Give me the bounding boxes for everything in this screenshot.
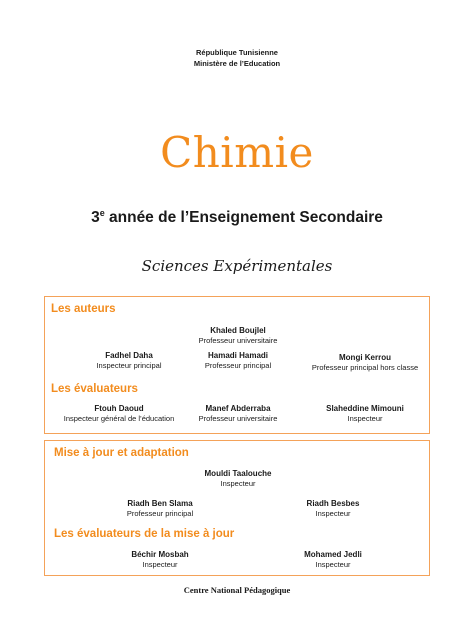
updater-name: Riadh Besbes [306,499,360,508]
evaluator-name: Ftouh Daoud [94,404,144,413]
author-role: Professeur principal hors classe [311,363,419,372]
evaluator-name: Manef Abderraba [205,404,271,413]
book-subtitle [0,208,474,227]
author-name: Mongi Kerrou [339,353,391,362]
evaluator-role: Inspecteur [347,414,383,423]
updater-entry [163,468,313,489]
authors-heading: Les auteurs [51,303,116,315]
update-evaluator-entry [258,549,408,570]
author-entry [163,350,313,371]
authors-box [44,296,430,434]
subtitle-rest: année de l’Enseignement Secondaire [104,209,383,227]
update-evaluator-name: Béchir Mosbah [131,550,189,559]
update-evaluator-entry [85,549,235,570]
grade-number: 3 [91,209,100,227]
author-name: Khaled Boujlel [210,326,266,335]
book-title: Chimie [160,128,314,177]
updater-entry [85,498,235,519]
author-entry [163,325,313,346]
publisher-footer: Centre National Pédagogique [183,585,291,595]
updater-role: Inspecteur [220,479,256,488]
ministry-label: Ministère de l’Education [193,59,281,68]
updater-role: Professeur principal [126,509,194,518]
updater-name: Mouldi Taalouche [204,469,272,478]
author-name: Fadhel Daha [105,351,153,360]
update-evaluators-heading: Les évaluateurs de la mise à jour [54,528,235,540]
grade-superscript: e [99,208,105,218]
updater-entry [258,498,408,519]
update-evaluator-role: Inspecteur [142,560,178,569]
author-role: Professeur principal [204,361,272,370]
evaluator-name: Slaheddine Mimouni [326,404,404,413]
author-name: Hamadi Hamadi [207,351,269,360]
update-evaluator-role: Inspecteur [315,560,351,569]
updater-name: Riadh Ben Slama [127,499,193,508]
update-evaluator-name: Mohamed Jedli [304,550,362,559]
update-box [44,440,430,576]
evaluators-heading: Les évaluateurs [51,383,138,395]
updater-role: Inspecteur [315,509,351,518]
track-label: Sciences Expérimentales [141,257,333,275]
update-heading: Mise à jour et adaptation [54,447,189,459]
author-entry [295,352,435,373]
evaluator-entry [290,403,440,424]
evaluator-role: Professeur universitaire [198,414,278,423]
republic-label: République Tunisienne [196,48,278,57]
author-role: Professeur universitaire [198,336,278,345]
evaluator-role: Inspecteur général de l’éducation [63,414,175,423]
author-role: Inspecteur principal [96,361,162,370]
